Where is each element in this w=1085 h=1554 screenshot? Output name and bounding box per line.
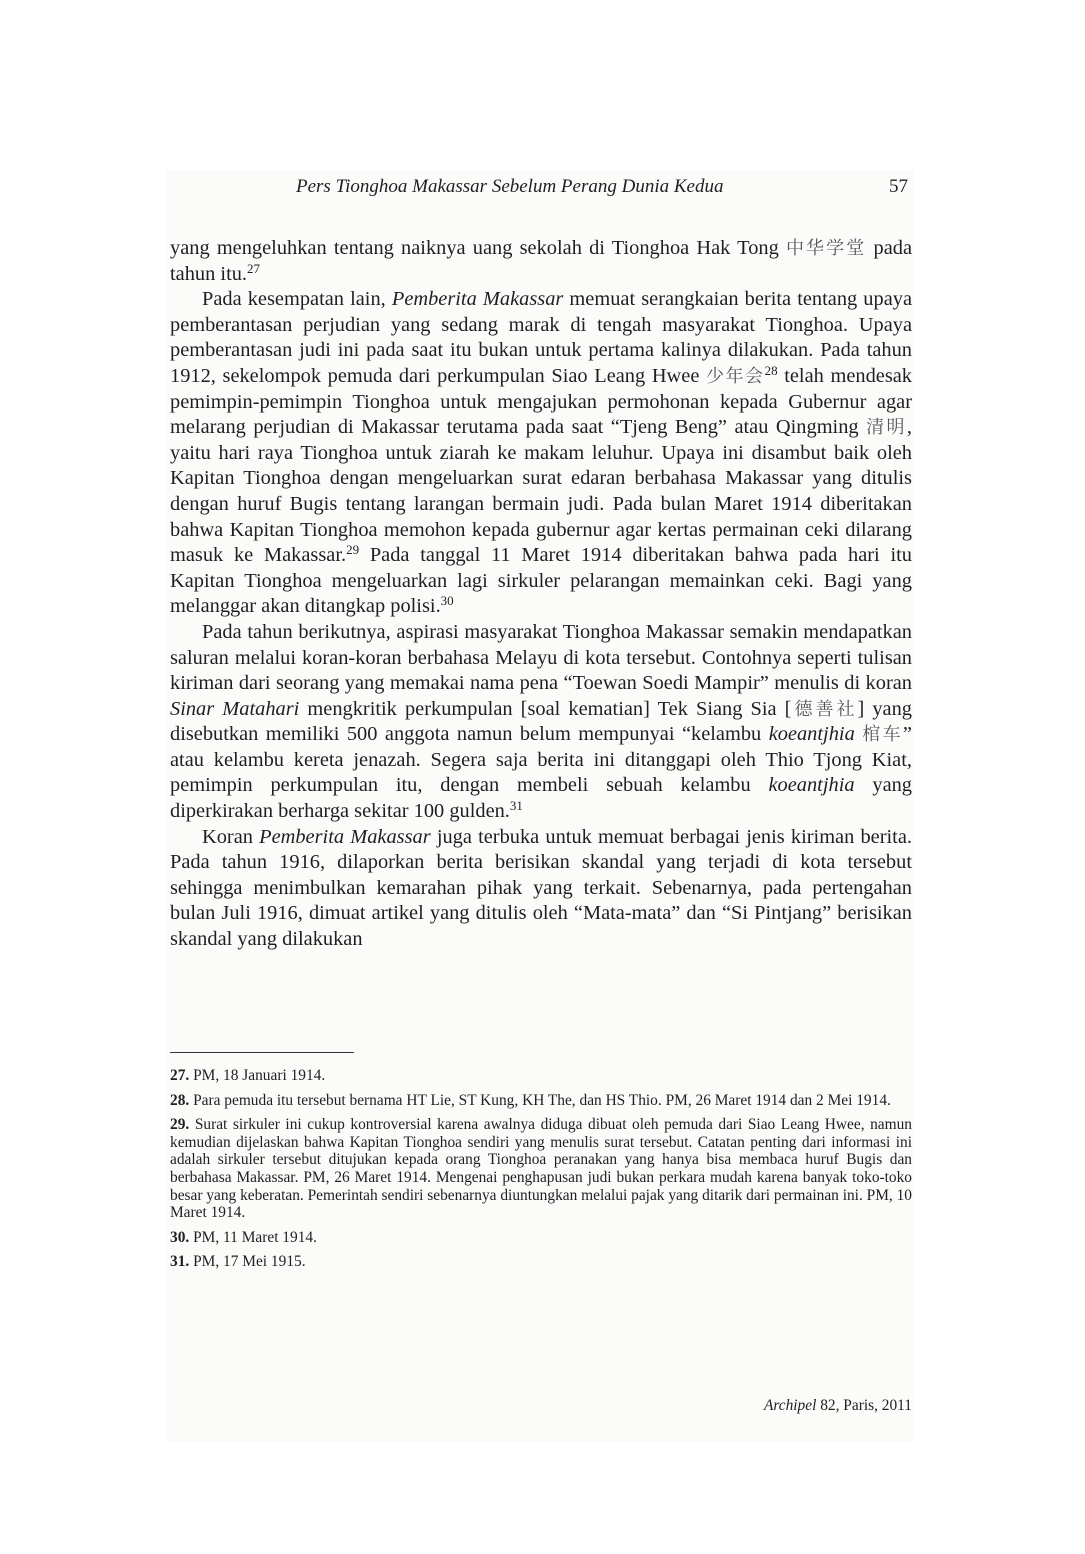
footnote-ref-27[interactable]: 27 — [247, 260, 261, 276]
text-run: ” atau kelambu kereta jenazah. Segera saja berita ini ditanggapi oleh Thio Tjong Kiat, pemimpin perkumpulan itu, dengan membeli sebuah kelambu — [170, 723, 912, 797]
footnote-text: PM, 11 Maret 1914. — [193, 1228, 317, 1246]
text-run: , yaitu hari raya Tionghoa untuk ziarah ke makam leluhur. Upaya ini disambut baik oleh Kapitan Tionghoa dengan mengeluarkan surat edaran berbahasa Makassar yang ditulis dengan huruf Bugis tentang larangan bermain judi. Pada bulan Maret 1914 diberitakan bahwa Kapitan Tionghoa memohon kepada gubernur agar kertas permainan ceki dilarang masuk ke Makassar. — [170, 416, 912, 567]
chinese-characters: 清明 — [866, 417, 907, 439]
text-run: mengkritik perkumpulan [soal kematian] Tek Siang Sia [ — [299, 697, 792, 720]
footnote-30 — [170, 1229, 912, 1247]
text-run: pada tahun itu. — [170, 237, 913, 285]
text-run: Pada tanggal 11 Maret 1914 diberitakan bahwa pada hari itu Kapitan Tionghoa mengeluarkan lagi sirkuler pelarangan memainkan ceki. Bagi yang melanggar akan ditangkap polisi. — [170, 544, 912, 618]
italic-term: koeantjhia — [768, 723, 855, 746]
footnote-number: 30. — [170, 1228, 190, 1246]
chinese-characters: 少年会 — [706, 365, 765, 387]
text-run: ] yang disebutkan memiliki 500 anggota namun belum mempunyai “kelambu — [170, 697, 912, 746]
footnote-number: 29. — [170, 1116, 190, 1134]
text-run: Pada kesempatan lain, — [202, 288, 392, 311]
page-number: 57 — [889, 176, 908, 197]
chinese-characters: 德善社 — [791, 698, 858, 720]
footnote-divider — [170, 1052, 354, 1053]
running-title: Pers Tionghoa Makassar Sebelum Perang Dunia Kedua — [296, 176, 724, 197]
italic-title: Pemberita Makassar — [259, 825, 431, 848]
chinese-characters: 中华学堂 — [785, 238, 867, 259]
footnote-text: PM, 17 Mei 1915. — [193, 1253, 306, 1271]
footnote-number: 27. — [170, 1067, 190, 1084]
chinese-characters: 棺车 — [862, 724, 903, 746]
footnote-27 — [170, 1067, 912, 1085]
footnote-ref-30[interactable]: 30 — [440, 593, 454, 609]
text-run: Pada tahun berikutnya, aspirasi masyarakat Tionghoa Makassar semakin mendapatkan saluran melalui koran-koran berbahasa Melayu di kota tersebut. Contohnya seperti tulisan kiriman dari seorang yang memakai nama pena “Toewan Soedi Mampir” menulis di koran — [170, 620, 912, 695]
text-run: yang diperkirakan berharga sekitar 100 gulden. — [170, 774, 913, 823]
footnote-29 — [170, 1116, 912, 1222]
italic-title: Sinar Matahari — [170, 697, 300, 720]
italic-term: koeantjhia — [768, 774, 855, 797]
paragraph-2 — [170, 287, 912, 620]
italic-title: Pemberita Makassar — [391, 288, 564, 311]
text-run: telah mendesak pemimpin-pemimpin Tionghoa untuk mengajukan permohonan kepada Gubernur agar melarang perjudian di Makassar terutama pada saat “Tjeng Beng” atau Qingming — [170, 364, 913, 439]
footnote-number: 28. — [170, 1091, 190, 1109]
journal-issue: 82, Paris, 2011 — [816, 1397, 912, 1414]
footnote-number: 31. — [170, 1253, 190, 1271]
journal-footer — [764, 1397, 912, 1415]
body-text — [170, 236, 912, 953]
journal-name: Archipel — [763, 1397, 817, 1414]
footnote-ref-31[interactable]: 31 — [509, 798, 523, 814]
text-run: Koran — [202, 825, 260, 848]
text-run: juga terbuka untuk memuat berbagai jenis kiriman berita. Pada tahun 1916, dilaporkan berita berisikan skandal yang terjadi di kota tersebut sehingga menimbulkan kemarahan pihak yang terkait. Sebenarnya, pada pertengahan bulan Juli 1916, dimuat artikel yang ditulis oleh “Mata-mata” dan “Si Pintjang” berisikan skandal yang dilakukan — [170, 825, 912, 951]
footnote-28 — [170, 1092, 912, 1110]
footnote-31 — [170, 1253, 912, 1271]
running-header — [170, 176, 910, 204]
footnote-ref-29[interactable]: 29 — [346, 542, 360, 558]
footnote-text: PM, 18 Januari 1914. — [193, 1067, 326, 1084]
footnote-ref-28[interactable]: 28 — [764, 362, 778, 378]
text-run: memuat serangkaian berita tentang upaya pemberantasan perjudian yang sedang marak di tengah masyarakat Tionghoa. Upaya pemberantasan judi ini pada saat itu bukan untuk pertama kalinya dilakukan. Pada tahun 1912, sekelompok pemuda dari perkumpulan Siao Leang Hwee — [170, 288, 912, 387]
text-run: yang mengeluhkan tentang naiknya uang sekolah di Tionghoa Hak Tong — [170, 237, 786, 259]
footnote-text: Surat sirkuler ini cukup kontroversial karena awalnya diduga dibuat oleh pemuda dari Siao Leang Hwee, namun kemudian dijelaskan bahwa Kapitan Tionghoa sendiri yang menulis surat tersebut. Catatan penting dari informasi ini adalah sirkuler tersebut ditujukan kepada orang Tionghoa peranakan yang hanya bisa membaca huruf Bugis dan berbahasa Makassar. PM, 26 Maret 1914. Mengenai penghapusan judi bukan perkara mudah karena banyak toko-toko besar yang keberatan. Pemerintah sendiri sebenarnya diuntungkan melalui pajak yang ditarik dari permainan ini. PM, 10 Maret 1914. — [170, 1116, 912, 1222]
paragraph-3 — [170, 620, 912, 825]
paragraph-4 — [170, 825, 912, 953]
footnotes — [170, 1067, 912, 1278]
paragraph-1 — [170, 236, 912, 287]
footnote-text: Para pemuda itu tersebut bernama HT Lie, ST Kung, KH The, dan HS Thio. PM, 26 Maret 1914 dan 2 Mei 1914. — [193, 1091, 891, 1109]
